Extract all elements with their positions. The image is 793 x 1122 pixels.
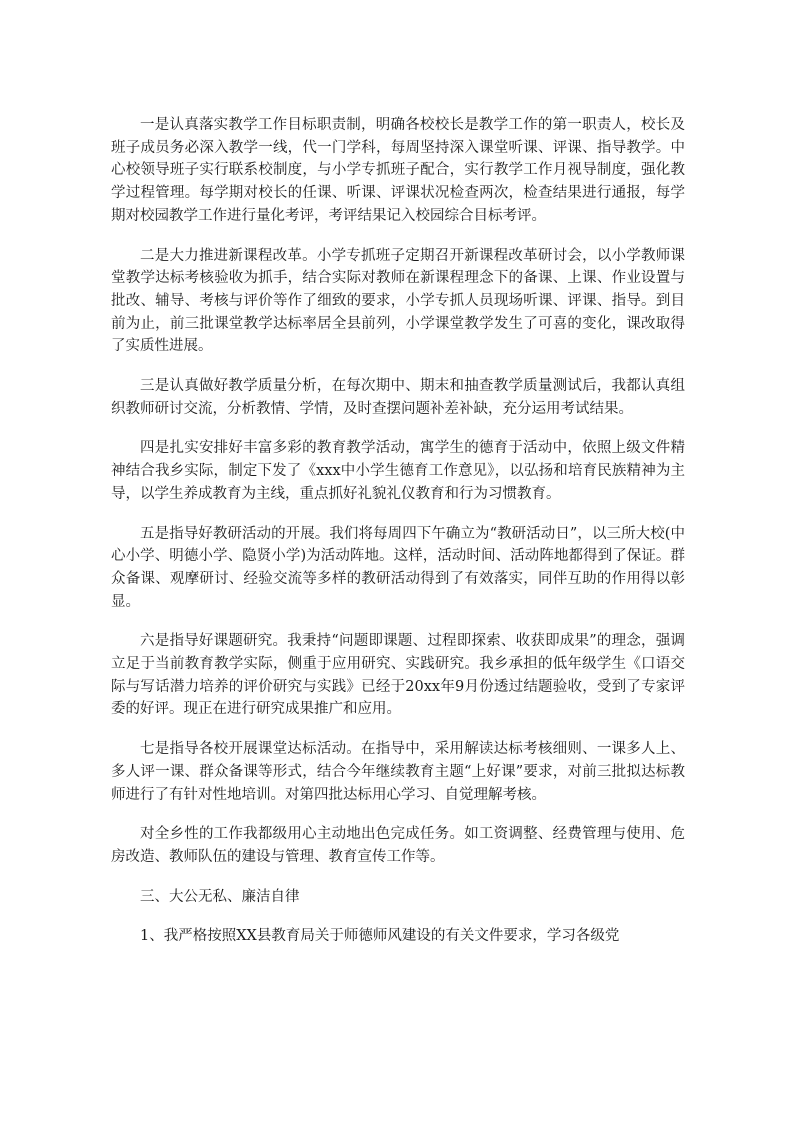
paragraph-ethics-start: 1、我严格按照XX县教育局关于师德师风建设的有关文件要求，学习各级党 bbox=[140, 928, 620, 945]
paragraph-township-work: 对全乡性的工作我都级用心主动地出色完成任务。如工资调整、经费管理与使用、危房改造、教师队伍的建设与管理、教育宣传工作等。 bbox=[111, 826, 685, 865]
paragraph-curriculum-reform: 二是大力推进新课程改革。小学专抓班子定期召开新课程改革研讨会，以小学教师课堂教学达标考核验收为抓手，结合实际对教师在新课程理念下的备课、上课、作业设置与批改、辅导、考核与评价等作了细致的要求，小学专抓人员现场听课、评课、指导。到目前为止，前三批课堂教学达标率居全县前列，小学课堂教学发生了可喜的变化，课改取得了实质性进展。 bbox=[111, 247, 685, 355]
paragraph-education-activities: 四是扎实安排好丰富多彩的教育教学活动，寓学生的德育于活动中，依照上级文件精神结合我乡实际，制定下发了《xxx中小学生德育工作意见》，以弘扬和培育民族精神为主导，以学生养成教育为主线，重点抓好礼貌礼仪教育和行为习惯教育。 bbox=[111, 440, 685, 502]
section-heading: 三、大公无私、廉洁自律 bbox=[140, 888, 300, 905]
paragraph-teaching-research: 五是指导好教研活动的开展。我们将每周四下午确立为“教研活动日”，以三所大校(中心小学、明德小学、隐贤小学)为活动阵地。这样，活动时间、活动阵地都得到了保证。群众备课、观摩研讨、经验交流等多样的教研活动得到了有效落实，同伴互助的作用得以彰显。 bbox=[111, 525, 685, 610]
paragraph-teaching-responsibility: 一是认真落实教学工作目标职责制，明确各校校长是教学工作的第一职责人，校长及班子成员务必深入教学一线，代一门学科，每周坚持深入课堂听课、评课、指导教学。中心校领导班子实行联系校制度，与小学专抓班子配合，实行教学工作月视导制度，强化教学过程管理。每学期对校长的任课、听课、评课状况检查两次，检查结果进行通报，每学期对校园教学工作进行量化考评，考评结果记入校园综合目标考评。 bbox=[111, 117, 685, 224]
paragraph-classroom-standards: 七是指导各校开展课堂达标活动。在指导中，采用解读达标考核细则、一课多人上、多人评一课、群众备课等形式，结合今年继续教育主题“上好课”要求，对前三批拟达标教师进行了有针对性地培训。对第四批达标用心学习、自觉理解考核。 bbox=[111, 741, 685, 803]
paragraph-quality-analysis: 三是认真做好教学质量分析，在每次期中、期末和抽查教学质量测试后，我都认真组织教师研讨交流，分析教情、学情，及时查摆问题补差补缺，充分运用考试结果。 bbox=[111, 378, 685, 417]
document-body bbox=[111, 114, 685, 965]
paragraph-project-research: 六是指导好课题研究。我秉持“问题即课题、过程即探索、收获即成果”的理念，强调立足于当前教育教学实际，侧重于应用研究、实践研究。我乡承担的低年级学生《口语交际与写话潜力培养的评价研究与实践》已经于20xx年9月份透过结题验收，受到了专家评委的好评。现正在进行研究成果推广和应用。 bbox=[111, 633, 685, 718]
